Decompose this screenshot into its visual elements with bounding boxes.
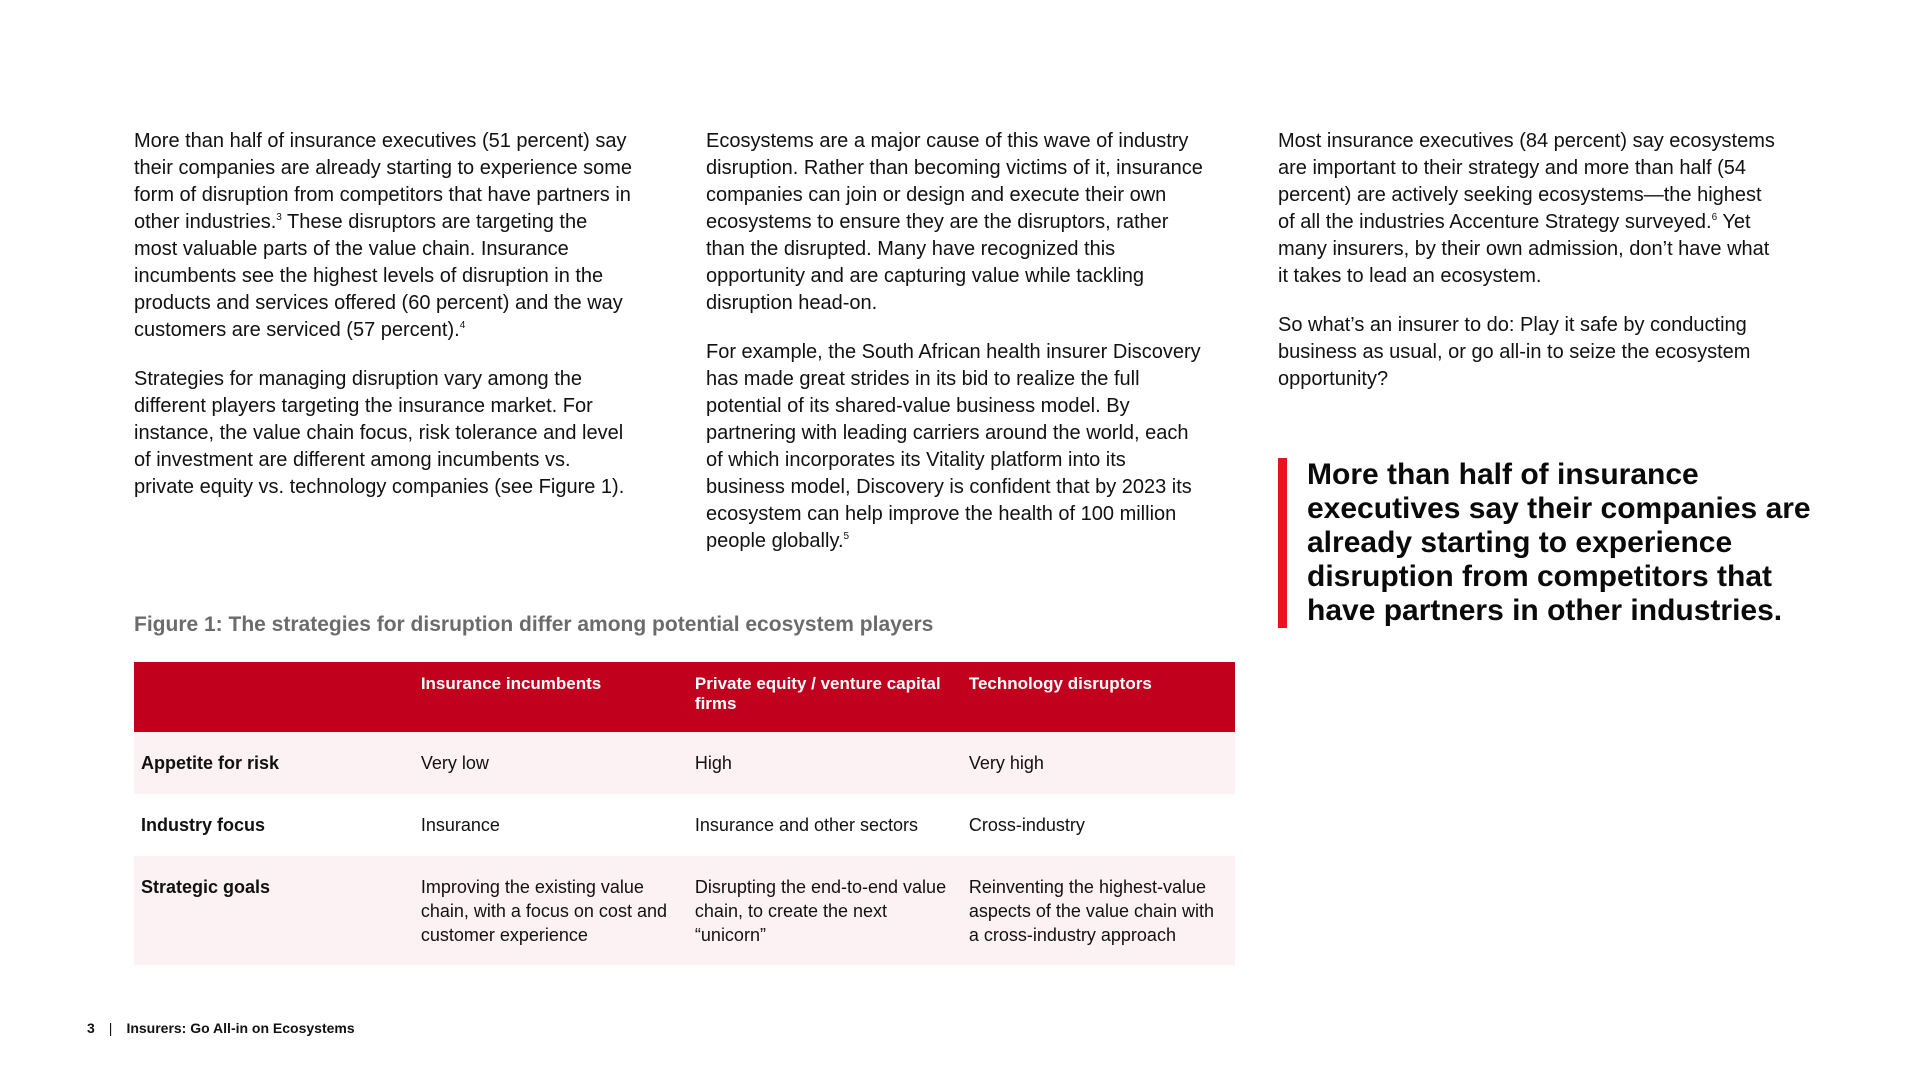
- paragraph: For example, the South African health insurer Discovery has made great strides in its bid to realize the full potential of its shared-value business model. By partnering with leading carriers around the world, each of which incorporates its Vitality platform into its business model, Discovery is confident that by 2023 its ecosystem can help improve the health of 100 million people globally.$^5$: [706, 341, 1201, 552]
- footnote-ref[interactable]: 6: [1711, 212, 1718, 223]
- footnote-ref[interactable]: 4: [459, 320, 466, 331]
- table-row: [134, 856, 1235, 965]
- table-cell: Insurance: [414, 794, 688, 856]
- table-cell: Reinventing the highest-value aspects of the value chain with a cross-industry approach: [962, 856, 1235, 965]
- row-label: Appetite for risk: [134, 732, 414, 794]
- header-cell: Technology disruptors: [962, 662, 1235, 732]
- pull-quote: More than half of insurance executives say their companies are already starting to experience disruption from competitors that have partners in other industries.: [1278, 458, 1847, 628]
- page-footer: [87, 1020, 355, 1036]
- paragraph: Strategies for managing disruption vary among the different players targeting the insurance market. For instance, the value chain focus, risk tolerance and level of investment are different among incumbents vs. private equity vs. technology companies (see Figure 1).: [134, 368, 625, 498]
- page-number: 3: [87, 1020, 95, 1036]
- strategies-table: [134, 662, 1235, 965]
- text-column-3: [1278, 128, 1778, 415]
- paragraph: Most insurance executives (84 percent) say ecosystems are important to their strategy and more than half (54 percent) are actively seeking ecosystems—the highest of all the industries Accenture Strategy surveyed.$^6$ Yet many insurers, by their own admission, don’t have what it takes to lead an ecosystem.: [1278, 130, 1775, 287]
- header-cell: Insurance incumbents: [414, 662, 688, 732]
- footer-separator: |: [108, 1020, 113, 1036]
- header-cell: Private equity / venture capital firms: [688, 662, 962, 732]
- footnote-ref[interactable]: 5: [843, 531, 850, 542]
- row-label: Industry focus: [134, 794, 414, 856]
- row-label: Strategic goals: [134, 856, 414, 965]
- table-cell: Very high: [962, 732, 1235, 794]
- table-cell: Cross-industry: [962, 794, 1235, 856]
- table-row: [134, 732, 1235, 794]
- paragraph: So what’s an insurer to do: Play it safe by conducting business as usual, or go all-in to seize the ecosystem opportunity?: [1278, 314, 1751, 390]
- header-cell: [134, 662, 414, 732]
- paragraph: Ecosystems are a major cause of this wave of industry disruption. Rather than becoming victims of it, insurance companies can join or design and execute their own ecosystems to ensure they are the disruptors, rather than the disrupted. Many have recognized this opportunity and are capturing value while tackling disruption head-on.: [706, 130, 1203, 314]
- table-cell: Insurance and other sectors: [688, 794, 962, 856]
- figure-title: Figure 1: The strategies for disruption differ among potential ecosystem players: [134, 613, 934, 636]
- table-cell: Improving the existing value chain, with a focus on cost and customer experience: [414, 856, 688, 965]
- table-cell: High: [688, 732, 962, 794]
- table-row: [134, 794, 1235, 856]
- table-header-row: [134, 662, 1235, 732]
- text-column-2: [706, 128, 1206, 577]
- paragraph: More than half of insurance executives (51 percent) say their companies are already starting to experience some form of disruption from competitors that have partners in other industries.$^3$ These disruptors are targeting the most valuable parts of the value chain. Insurance incumbents see the highest levels of disruption in the products and services offered (60 percent) and the way customers are serviced (57 percent).$^4$: [134, 130, 633, 341]
- table-cell: Disrupting the end-to-end value chain, to create the next “unicorn”: [688, 856, 962, 965]
- document-title: Insurers: Go All-in on Ecosystems: [126, 1020, 355, 1036]
- table-cell: Very low: [414, 732, 688, 794]
- footnote-ref[interactable]: 3: [276, 212, 282, 223]
- text-column-1: [134, 128, 634, 523]
